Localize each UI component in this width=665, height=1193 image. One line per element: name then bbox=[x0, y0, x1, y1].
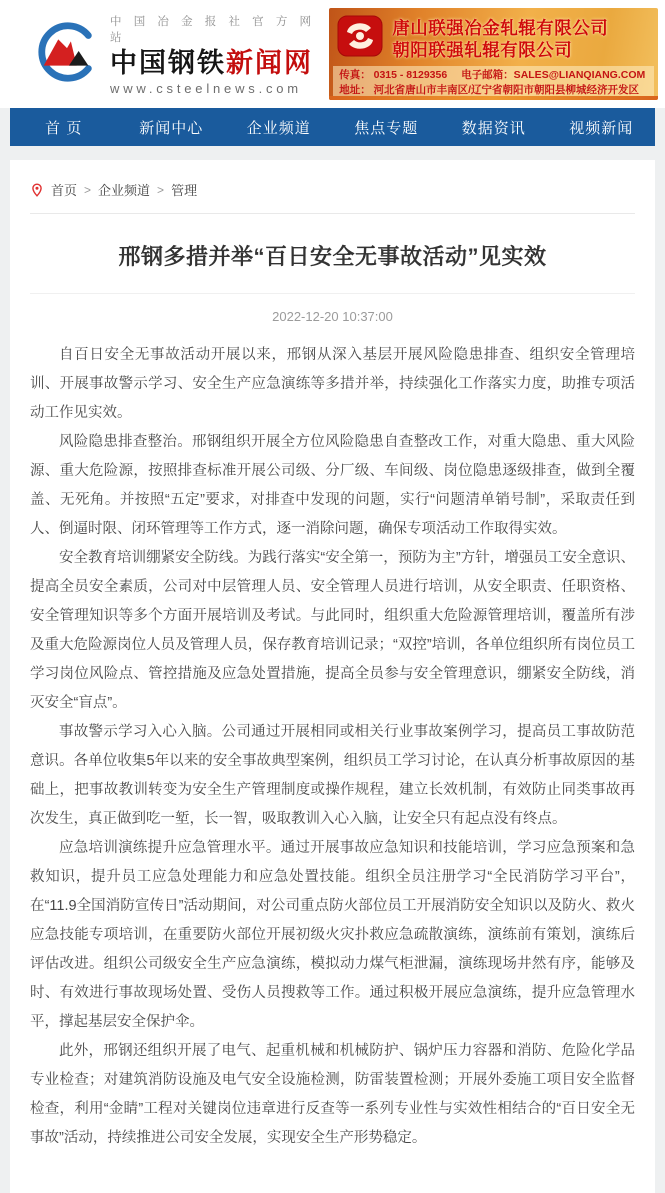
breadcrumb-divider bbox=[30, 213, 635, 214]
site-header bbox=[0, 0, 665, 108]
ad-company-line1: 唐山联强冶金轧辊有限公司 bbox=[392, 17, 609, 38]
article-body bbox=[30, 341, 635, 1153]
article-paragraph: 应急培训演练提升应急管理水平。通过开展事故应急知识和技能培训，学习应急预案和急救知识，提升员工应急处理能力和应急处置技能。组织全员注册学习“全民消防学习平台”，在“11.9全国消防宣传日”活动期间，对公司重点防火部位员工开展消防安全知识以及防火、救火应急技能专项培训，在重要防火部位开展初级火灾扑救应急疏散演练，演练前有策划，演练后评估改进。组织公司级安全生产应急演练，模拟动力煤气柜泄漏，演练现场井然有序，能够及时、有效进行事故现场处置、受伤人员搜救等工作。通过积极开展应急演练，提升应急管理水平，撑起基层安全保护伞。 bbox=[30, 840, 635, 1030]
ad-logo-icon bbox=[337, 15, 383, 62]
breadcrumb-separator: > bbox=[84, 182, 92, 197]
article-paragraph: 安全教育培训绷紧安全防线。为践行落实“安全第一，预防为主”方针，增强员工安全意识、提高全员安全素质，公司对中层管理人员、安全管理人员进行培训，从安全职责、任职资格、安全管理知识等多个方面开展培训及考试。与此同时，组织重大危险源管理培训，覆盖所有涉及重大危险源岗位人员及管理人员，保存教育培训记录；“双控”培训，各单位组织所有岗位员工学习岗位风险点、管控措施及应急处置措施，提高全员参与安全管理意识，绷紧安全防线，消灭安全“盲点”。 bbox=[30, 550, 635, 711]
ad-fax: 传真： 0315 - 8129356 bbox=[339, 69, 448, 81]
article-date: 2022-12-20 10:37:00 bbox=[272, 309, 393, 324]
breadcrumb-management[interactable]: 管理 bbox=[171, 183, 198, 198]
nav-item-enterprise-channel[interactable]: 企业频道 bbox=[246, 119, 311, 137]
ad-banner[interactable] bbox=[329, 8, 658, 100]
ad-bottom-strip bbox=[329, 96, 658, 100]
article-paragraph: 风险隐患排查整治。邢钢组织开展全方位风险隐患自查整改工作，对重大隐患、重大风险源、重大危险源，按照排查标准开展公司级、分厂级、车间级、岗位隐患逐级排查，做到全覆盖、无死角。并按照“五定”要求，对排查中发现的问题，实行“问题清单销号制”，采取责任到人、倒逼时限、闭环管理等工作方式，逐一消除问题，确保专项活动工作取得实效。 bbox=[30, 434, 635, 537]
nav-item-video-news[interactable]: 视频新闻 bbox=[569, 119, 634, 137]
site-name bbox=[110, 48, 329, 78]
ad-contact-info bbox=[333, 66, 654, 100]
breadcrumb-separator: > bbox=[157, 182, 165, 197]
article-paragraph: 自百日安全无事故活动开展以来，邢钢从深入基层开展风险隐患排查、组织安全管理培训、开展事故警示学习、安全生产应急演练等多措并举，持续强化工作落实力度，助推专项活动工作见实效。 bbox=[30, 347, 635, 421]
site-name-red: 新闻网 bbox=[226, 47, 313, 78]
article-title: 邢钢多措并举“百日安全无事故活动”见实效 bbox=[118, 244, 547, 269]
nav-item-home[interactable]: 首 页 bbox=[45, 119, 83, 137]
site-url: www.csteelnews.com bbox=[110, 80, 302, 96]
site-logo[interactable] bbox=[34, 13, 329, 96]
article-paragraph: 此外，邢钢还组织开展了电气、起重机械和机械防护、锅炉压力容器和消防、危险化学品专业检查；对建筑消防设施及电气安全设施检测，防雷装置检测；开展外委施工项目安全监督检查，利用“金睛”工程对关键岗位违章进行反查等一系列专业性与实效性相结合的“百日安全无事故”活动，持续推进公司安全发展，实现安全生产形势稳定。 bbox=[30, 1043, 635, 1146]
breadcrumb bbox=[30, 160, 635, 213]
ad-company-line2: 朝阳联强轧辊有限公司 bbox=[392, 39, 573, 60]
site-logo-text bbox=[110, 13, 329, 96]
ad-company-names bbox=[392, 17, 608, 61]
content-card bbox=[10, 160, 655, 1193]
nav-item-focus-topics[interactable]: 焦点专题 bbox=[354, 119, 419, 137]
site-name-black: 中国钢铁 bbox=[110, 47, 226, 78]
ad-address: 地址： 河北省唐山市丰南区/辽宁省朝阳市朝阳县柳城经济开发区 bbox=[339, 84, 640, 96]
breadcrumb-enterprise-channel[interactable]: 企业频道 bbox=[98, 183, 151, 198]
ad-email: 电子邮箱：SALES@LIANQIANG.COM bbox=[461, 69, 646, 81]
location-pin-icon bbox=[30, 183, 44, 197]
nav-item-data-info[interactable]: 数据资讯 bbox=[461, 119, 526, 137]
ad-banner-top bbox=[329, 8, 658, 65]
main-nav bbox=[10, 108, 655, 146]
article-paragraph: 事故警示学习入心入脑。公司通过开展相同或相关行业事故案例学习，提高员工事故防范意识。各单位收集5年以来的安全事故典型案例，组织员工学习讨论，在认真分析事故原因的基础上，把事故教训转变为安全生产管理制度或操作规程，建立长效机制，有效防止同类事故再次发生，真正做到吃一堑，长一智，吸取教训入心入脑，让安全只有起点没有终点。 bbox=[30, 724, 635, 827]
site-logo-icon bbox=[34, 19, 100, 90]
site-tagline: 中 国 冶 金 报 社 官 方 网 站 bbox=[110, 15, 316, 44]
breadcrumb-home[interactable]: 首页 bbox=[51, 183, 78, 198]
nav-item-news-center[interactable]: 新闻中心 bbox=[139, 119, 204, 137]
